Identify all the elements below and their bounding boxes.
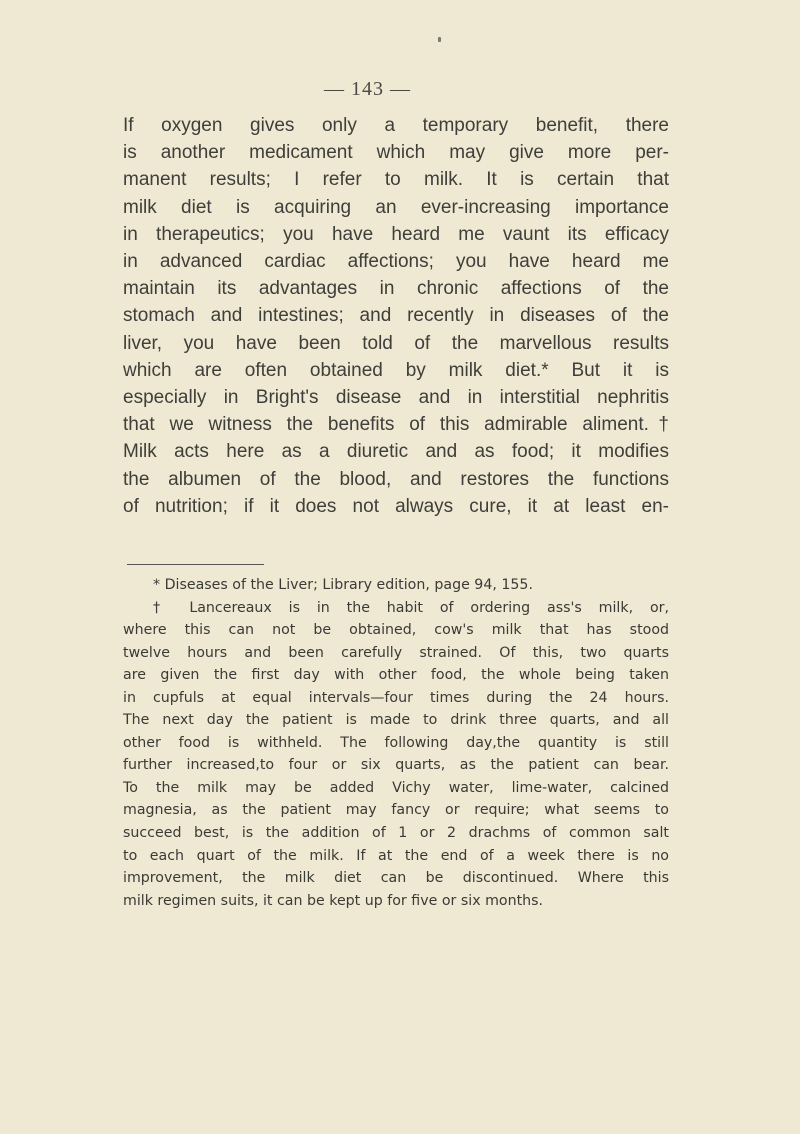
text-line: maintain its advantages in chronic affections of the [123, 278, 669, 300]
text-line: that we witness the benefits of this admirable aliment.† [123, 414, 669, 436]
text-line: stomach and intestines; and recently in diseases of the [123, 305, 669, 327]
text-line: of nutrition; if it does not always cure, it at least en- [123, 495, 669, 517]
footnote-line: magnesia, as the patient may fancy or require; what seems to [123, 802, 669, 819]
main-text [123, 112, 669, 520]
footnote-line: twelve hours and been carefully strained. Of this, two quarts [123, 644, 669, 661]
footnote-line: other food is withheld. The following day,the quantity is still [123, 734, 669, 751]
footnote-line: succeed best, is the addition of 1 or 2 drachms of common salt [123, 825, 669, 842]
text-line: in advanced cardiac affections; you have heard me [123, 251, 669, 273]
footnote-divider [127, 564, 264, 565]
text-line: especially in Bright's disease and in interstitial nephritis [123, 387, 669, 409]
text-line: which are often obtained by milk diet.* But it is [123, 359, 669, 381]
text-line: in therapeutics; you have heard me vaunt its efficacy [123, 223, 669, 245]
text-line: liver, you have been told of the marvellous results [123, 332, 669, 354]
footnote-line: further increased,to four or six quarts, as the patient can bear. [123, 757, 669, 774]
footnote-line: To the milk may be added Vichy water, lime-water, calcined [123, 779, 669, 796]
footnote-line: to each quart of the milk. If at the end of a week there is no [123, 847, 669, 864]
text-line: is another medicament which may give more per- [123, 142, 669, 164]
footnote-line: milk regimen suits, it can be kept up for five or six months. [123, 892, 544, 909]
footnote-line: where this can not be obtained, cow's milk that has stood [123, 622, 669, 639]
footnote-line: improvement, the milk diet can be discontinued. Where this [123, 870, 669, 887]
footnote-line: The next day the patient is made to drink three quarts, and all [123, 712, 669, 729]
footnotes [123, 574, 669, 912]
footnote-line: * Diseases of the Liver; Library edition, page 94, 155. [153, 577, 533, 593]
text-line: milk diet is acquiring an ever-increasing importance [123, 196, 669, 218]
text-line: Milk acts here as a diuretic and as food; it modifies [123, 441, 669, 463]
paper-speck [438, 37, 441, 42]
footnote-line: are given the first day with other food, the whole being taken [123, 667, 669, 684]
text-line: the albumen of the blood, and restores the functions [123, 468, 669, 490]
text-line: manent results; I refer to milk. It is certain that [123, 169, 669, 191]
footnote-line: in cupfuls at equal intervals—four times during the 24 hours. [123, 689, 669, 706]
footnote-line: † Lancereaux is in the habit of ordering ass's milk, or, [153, 599, 669, 616]
text-line: If oxygen gives only a temporary benefit, there [123, 115, 669, 136]
page-number: — 143 — [324, 78, 411, 100]
